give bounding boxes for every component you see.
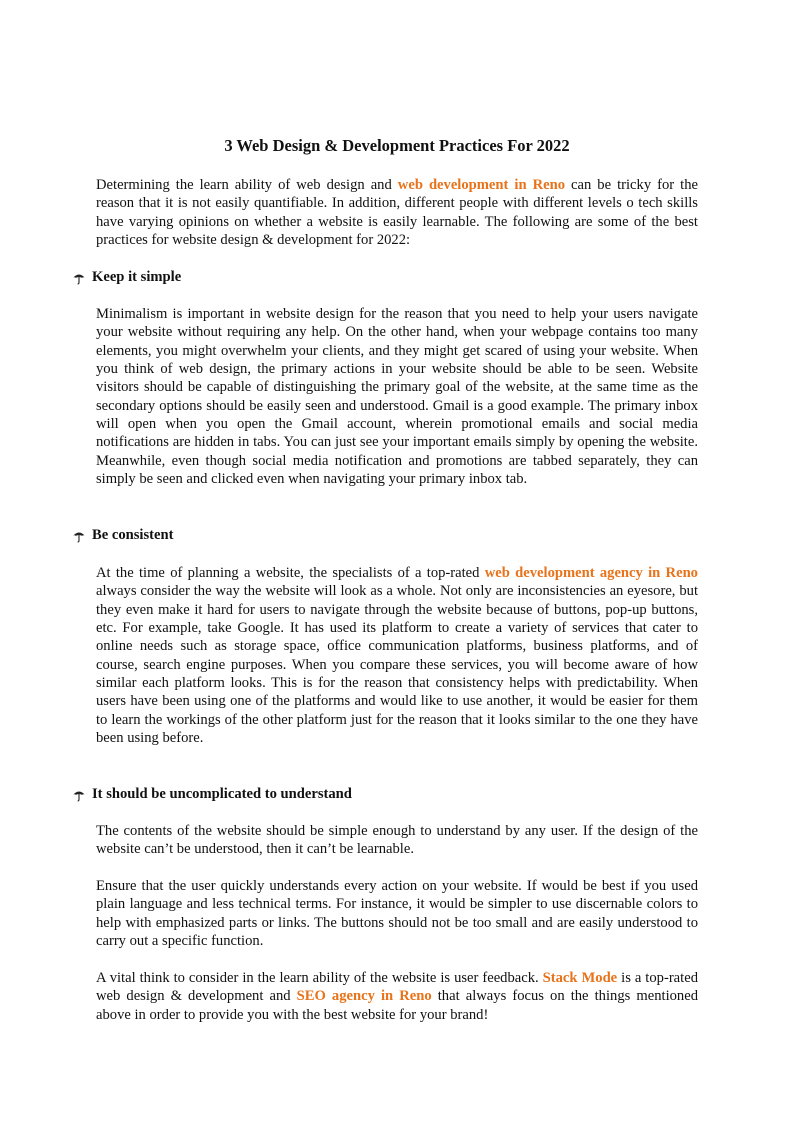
intro-text-1: Determining the learn ability of web design and — [96, 177, 398, 193]
umbrella-icon — [72, 788, 86, 802]
feedback-text-2: is a top-rated web design & development and — [96, 970, 698, 1005]
link-stack-mode[interactable]: Stack Mode — [542, 970, 618, 986]
section-heading-uncomplicated — [72, 785, 352, 803]
section-heading-label: It should be uncomplicated to understand — [92, 786, 352, 802]
intro-paragraph — [96, 176, 698, 249]
intro-text-2: can be tricky for the reason that it is not easily quantifiable. In addition, different people with different levels o tech skills have varying opinions on whether a website is easily learnable. The following are some of the best practices for website design & development for 2022: — [96, 177, 698, 249]
consistent-text-2: always consider the way the website will look as a whole. Not only are inconsistencies an eyesore, but they even make it hard for users to navigate through the website because of buttons, pop-up buttons, etc. For example, take Google. It has used its platform to create a variety of services that cater to online needs such as storage space, office communication platforms, business platforms, and of course, search engine purposes. When you compare these services, you will become aware of how similar each platform looks. This is for the reason that consistency helps with predictability. When users have been using one of the platforms and would like to use another, it would be easier for them to learn the workings of the other platform just for the reason that it looks similar to the one they have been using before. — [96, 583, 698, 747]
link-seo-agency-reno[interactable]: SEO agency in Reno — [296, 988, 432, 1005]
section-body-keep-it-simple: Minimalism is important in website design for the reason that you need to help your users navigate your website without requiring any help. On the other hand, when your webpage contains too many elements, you might overwhelm your clients, and they might get scared of using your website. When you think of web design, the primary actions in your website should be able to be seen. Website visitors should be capable of distinguishing the primary goal of the website, at the same time as the secondary options should be easily seen and understood. Gmail is a good example. The primary inbox will open when you open the Gmail account, wherein promotional emails and social media notifications are hidden in tabs. You can just see your important emails simply by opening the website. Meanwhile, even though social media notification and promotions are tabbed separately, they can simply be seen and clicked even when navigating your primary inbox tab. — [96, 306, 698, 488]
section-body-uncomplicated-p1: The contents of the website should be simple enough to understand by any user. If the design of the website can’t be understood, then it can’t be learnable. — [96, 823, 698, 858]
section-heading-label: Keep it simple — [92, 269, 182, 285]
link-web-development-agency-reno[interactable]: web development agency in Reno — [484, 565, 698, 581]
link-web-development-reno[interactable]: web development in Reno — [397, 177, 566, 193]
section-body-uncomplicated-p3 — [96, 969, 698, 1024]
page-title: 3 Web Design & Development Practices For 2022 — [224, 136, 570, 155]
feedback-text-1: A vital think to consider in the learn ability of the website is user feedback. — [96, 970, 543, 986]
feedback-text-3: that always focus on the things mentioned above in order to provide you with the best website for your brand! — [96, 988, 698, 1023]
section-heading-keep-it-simple — [72, 268, 181, 286]
umbrella-icon — [72, 529, 86, 543]
section-body-uncomplicated-p2: Ensure that the user quickly understands every action on your website. If would be best if you used plain language and less technical terms. For instance, it would be simpler to use discernable colors to help with emphasized parts or links. The buttons should not be too small and are easily understood to carry out a specific function. — [96, 878, 698, 950]
section-heading-label: Be consistent — [92, 527, 174, 543]
section-body-be-consistent — [96, 564, 698, 747]
consistent-text-1: At the time of planning a website, the specialists of a top-rated — [96, 565, 485, 581]
section-heading-be-consistent — [72, 526, 173, 544]
umbrella-icon — [72, 271, 86, 285]
